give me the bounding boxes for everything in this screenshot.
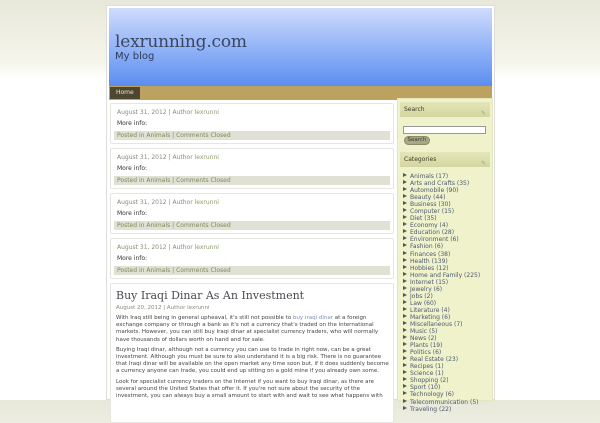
category-item[interactable] — [403, 208, 492, 215]
bullet-arrow-icon — [403, 349, 407, 353]
main-content — [110, 103, 394, 423]
post-footer: Posted in Animals | Comments Closed — [114, 131, 390, 140]
category-label: Law (60) — [410, 299, 437, 307]
bullet-arrow-icon — [403, 243, 407, 247]
category-link[interactable]: Animals — [146, 132, 171, 139]
category-label: Technology (6) — [410, 391, 455, 399]
category-label: Politics (6) — [410, 349, 442, 357]
category-item[interactable] — [403, 201, 492, 208]
category-item[interactable] — [403, 180, 492, 187]
category-label: Real Estate (23) — [410, 356, 459, 364]
category-label: Automobile (90) — [410, 187, 459, 195]
category-item[interactable] — [403, 272, 492, 279]
article-paragraph: Look for specialist currency traders on the Internet if you want to buy Iraqi dinar, as there are several around the United States that offer it. If you're not sure about the security of the investment, you can always buy a small amount to start with and wait to see what happens with — [116, 378, 383, 400]
post-body: More info: — [117, 120, 148, 127]
post-date: August 31, 2012 — [117, 244, 167, 251]
category-label: Jewelry (6) — [410, 285, 443, 293]
category-label: Beauty (44) — [410, 194, 446, 202]
category-item[interactable] — [403, 243, 492, 250]
comments-status: Comments Closed — [176, 132, 231, 139]
category-item[interactable] — [403, 342, 492, 349]
category-item[interactable] — [403, 406, 492, 413]
post-body: More info: — [117, 165, 148, 172]
bullet-arrow-icon — [403, 399, 407, 403]
bullet-arrow-icon — [403, 391, 407, 395]
post-date: August 31, 2012 — [117, 109, 167, 116]
comments-status: Comments Closed — [176, 267, 231, 274]
article-title[interactable]: Buy Iraqi Dinar As An Investment — [116, 289, 305, 302]
bullet-arrow-icon — [403, 229, 407, 233]
author-label: Author — [172, 244, 193, 251]
category-link[interactable]: Animals — [146, 177, 171, 184]
post-item — [110, 103, 394, 144]
post-footer: Posted in Animals | Comments Closed — [114, 221, 390, 230]
category-item[interactable] — [403, 236, 492, 243]
category-item[interactable] — [403, 356, 492, 363]
bullet-arrow-icon — [403, 180, 407, 184]
article-paragraph: Buying Iraqi dinar, although not a currency you can use to trade in right now, can be a great investment. Although you must be sure to also understand it is a big risk. There is no guarantee that Iraqi dinar will be available on the open market any time soon but, if it does suddenly become a currency anyone can trade, you could end up sitting on a gold mine if you already own some. — [116, 346, 389, 375]
bullet-arrow-icon — [403, 335, 407, 339]
category-item[interactable] — [403, 321, 492, 328]
categories-widget-title — [400, 152, 490, 167]
post-meta: August 31, 2012 | Author lexrunni — [117, 199, 219, 206]
category-label: Fashion (6) — [410, 243, 444, 251]
bullet-arrow-icon — [403, 258, 407, 262]
bullet-arrow-icon — [403, 279, 407, 283]
search-input[interactable] — [403, 126, 486, 134]
bullet-arrow-icon — [403, 222, 407, 226]
category-item[interactable] — [403, 279, 492, 286]
post-item — [110, 148, 394, 189]
category-item[interactable] — [403, 229, 492, 236]
comments-status: Comments Closed — [176, 222, 231, 229]
post-meta: August 31, 2012 | Author lexrunni — [117, 154, 219, 161]
bullet-arrow-icon — [403, 293, 407, 297]
post-date: August 31, 2012 — [117, 199, 167, 206]
bullet-arrow-icon — [403, 265, 407, 269]
category-label: Shopping (2) — [410, 377, 449, 385]
category-label: Recipes (1) — [410, 363, 444, 371]
posted-in-label: Posted in — [117, 132, 145, 139]
site-header — [109, 8, 492, 86]
category-label: Literature (4) — [410, 306, 450, 314]
post-item — [110, 238, 394, 279]
bullet-arrow-icon — [403, 307, 407, 311]
category-item[interactable] — [403, 251, 492, 258]
post-body: More info: — [117, 255, 148, 262]
bullet-arrow-icon — [403, 328, 407, 332]
post-footer: Posted in Animals | Comments Closed — [114, 266, 390, 275]
site-title[interactable]: lexrunning.com — [115, 32, 247, 52]
category-label: Finances (38) — [410, 250, 451, 258]
bullet-arrow-icon — [403, 342, 407, 346]
category-item[interactable] — [403, 335, 492, 342]
author-link[interactable]: lexrunni — [187, 305, 210, 311]
category-item[interactable] — [403, 300, 492, 307]
category-item[interactable] — [403, 377, 492, 384]
article-paragraph — [116, 315, 390, 344]
bullet-arrow-icon — [403, 356, 407, 360]
article-meta: August 20, 2012 | Author lexrunni — [116, 305, 210, 311]
sidebar — [397, 98, 493, 413]
category-item[interactable] — [403, 293, 492, 300]
bullet-arrow-icon — [403, 251, 407, 255]
bullet-arrow-icon — [403, 286, 407, 290]
widget-title-text: Search — [404, 106, 425, 113]
category-label: Environment (6) — [410, 236, 459, 244]
category-link[interactable]: Animals — [146, 267, 171, 274]
buy-iraqi-dinar-link[interactable]: buy iraqi dinar — [292, 315, 333, 321]
post-footer: Posted in Animals | Comments Closed — [114, 176, 390, 185]
paragraph-text: With Iraq still being in general upheaval, it's still not possible to — [116, 315, 293, 321]
category-item[interactable] — [403, 314, 492, 321]
posted-in-label: Posted in — [117, 267, 145, 274]
category-label: Internet (15) — [410, 278, 449, 286]
category-label: Economy (4) — [410, 222, 449, 230]
category-item[interactable] — [403, 173, 492, 180]
category-item[interactable] — [403, 265, 492, 272]
category-list — [398, 173, 492, 413]
bullet-arrow-icon — [403, 187, 407, 191]
category-item[interactable] — [403, 187, 492, 194]
category-label: Science (1) — [410, 370, 444, 378]
posted-in-label: Posted in — [117, 177, 145, 184]
author-label: Author — [172, 199, 193, 206]
bullet-arrow-icon — [403, 215, 407, 219]
category-item[interactable] — [403, 370, 492, 377]
author-link[interactable]: lexrunni — [194, 199, 219, 206]
category-label: Diet (35) — [410, 215, 437, 223]
category-label: Marketing (6) — [410, 313, 451, 321]
category-label: Hobbies (12) — [410, 264, 449, 272]
bullet-arrow-icon — [403, 194, 407, 198]
category-label: Health (139) — [410, 257, 448, 265]
author-link[interactable]: lexrunni — [194, 109, 219, 116]
bullet-arrow-icon — [403, 406, 407, 410]
search-widget-title — [400, 102, 490, 117]
category-item[interactable] — [403, 307, 492, 314]
category-label: Animals (17) — [410, 173, 449, 180]
category-label: News (2) — [410, 335, 437, 343]
article — [110, 283, 394, 423]
bullet-arrow-icon — [403, 377, 407, 381]
category-label: Business (30) — [410, 201, 451, 209]
category-label: Traveling (22) — [410, 405, 452, 413]
author-label: Author — [172, 109, 193, 116]
article-date: August 20, 2012 — [116, 305, 162, 311]
category-label: Miscellaneous (7) — [410, 320, 463, 328]
comments-status: Comments Closed — [176, 177, 231, 184]
post-meta: August 31, 2012 | Author lexrunni — [117, 244, 219, 251]
category-item[interactable] — [403, 328, 492, 335]
category-item[interactable] — [403, 222, 492, 229]
category-label: Arts and Crafts (35) — [410, 180, 470, 188]
category-item[interactable] — [403, 349, 492, 356]
post-body: More info: — [117, 210, 148, 217]
bullet-arrow-icon — [403, 201, 407, 205]
author-label: Author — [172, 154, 193, 161]
bullet-arrow-icon — [403, 321, 407, 325]
post-meta: August 31, 2012 | Author lexrunni — [117, 109, 219, 116]
category-item[interactable] — [403, 384, 492, 391]
post-item — [110, 193, 394, 234]
paragraph-text: at a foreign exchange company or through a bank as it's not a currency that's traded on the international markets. However, you can still buy Iraqi dinar at specialist currency traders, who will normally have thousands of dollars worth on hand and for sale. — [116, 315, 379, 343]
category-item[interactable] — [403, 215, 492, 222]
category-label: Jobs (2) — [410, 292, 433, 300]
category-item[interactable] — [403, 399, 492, 406]
search-button[interactable]: Search — [404, 136, 430, 145]
category-label: Education (28) — [410, 229, 455, 237]
category-item[interactable] — [403, 258, 492, 265]
widget-title-text: Categories — [404, 156, 437, 163]
bullet-arrow-icon — [403, 300, 407, 304]
bullet-arrow-icon — [403, 173, 407, 177]
bullet-arrow-icon — [403, 370, 407, 374]
category-label: Music (5) — [410, 328, 438, 336]
author-link[interactable]: lexrunni — [194, 154, 219, 161]
site-description: My blog — [115, 51, 155, 62]
category-link[interactable]: Animals — [146, 222, 171, 229]
category-item[interactable] — [403, 391, 492, 398]
category-label: Sport (10) — [410, 384, 441, 392]
nav-home-link[interactable]: Home — [110, 87, 140, 99]
bullet-arrow-icon — [403, 314, 407, 318]
category-label: Home and Family (225) — [410, 271, 481, 279]
post-date: August 31, 2012 — [117, 154, 167, 161]
bullet-arrow-icon — [403, 384, 407, 388]
category-item[interactable] — [403, 194, 492, 201]
bullet-arrow-icon — [403, 236, 407, 240]
bullet-arrow-icon — [403, 363, 407, 367]
author-label: Author — [166, 305, 186, 311]
category-label: Plants (19) — [410, 342, 443, 350]
page-frame — [106, 5, 495, 413]
category-item[interactable] — [403, 286, 492, 293]
bullet-arrow-icon — [403, 208, 407, 212]
pencil-icon: ✎ — [480, 160, 486, 167]
pencil-icon: ✎ — [480, 110, 486, 117]
category-label: Computer (15) — [410, 208, 455, 216]
posted-in-label: Posted in — [117, 222, 145, 229]
bullet-arrow-icon — [403, 272, 407, 276]
category-label: Telecommunication (5) — [410, 398, 479, 406]
author-link[interactable]: lexrunni — [194, 244, 219, 251]
category-item[interactable] — [403, 363, 492, 370]
